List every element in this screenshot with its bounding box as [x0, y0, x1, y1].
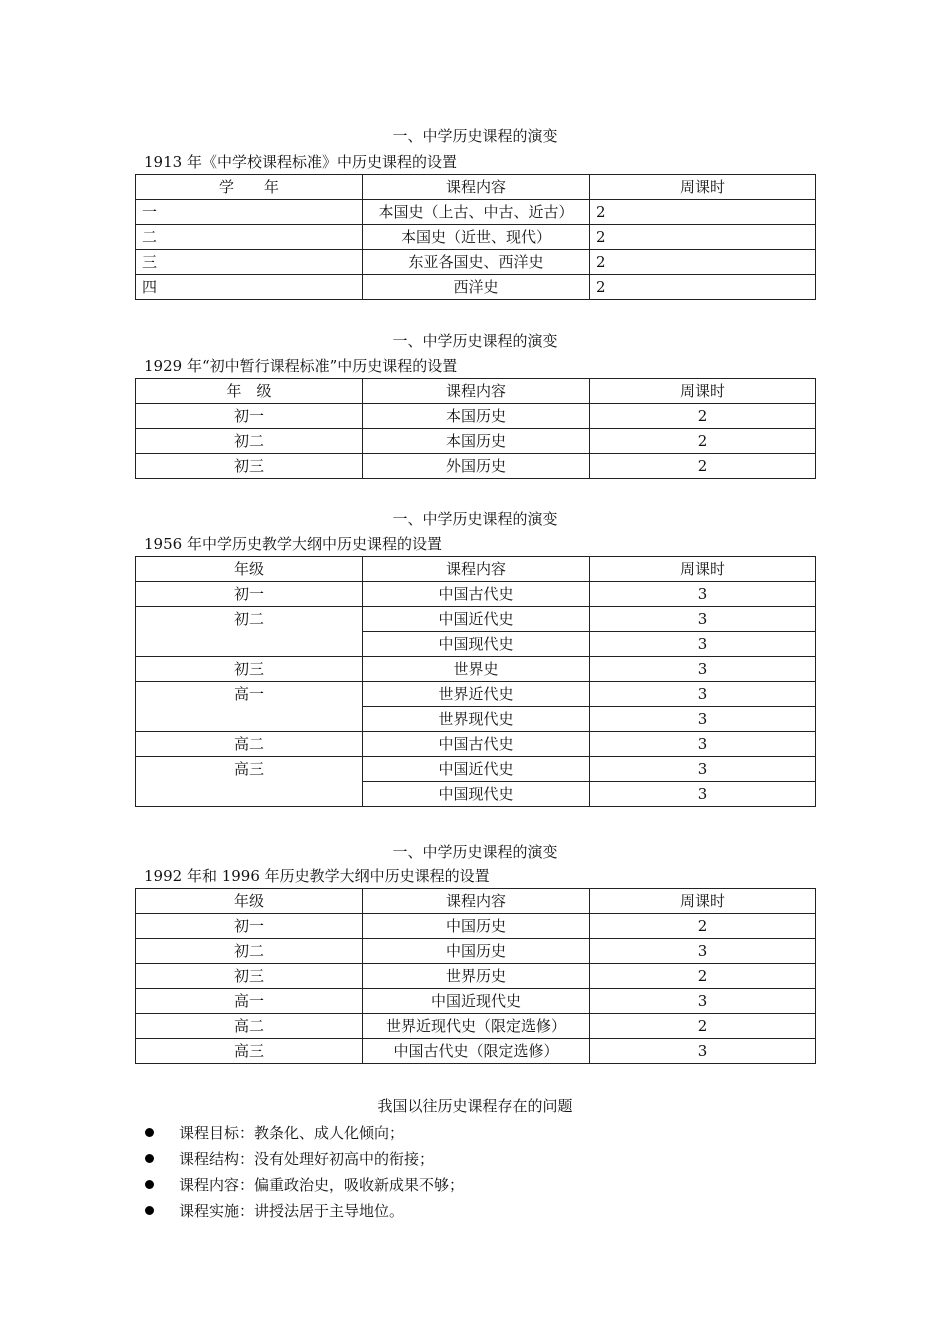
cell-hours: 2 [590, 225, 816, 250]
cell-grade: 初一 [136, 404, 363, 429]
table-header-row [136, 175, 816, 200]
cell-year: 四 [136, 275, 363, 300]
list-item [145, 1148, 464, 1174]
table-row [136, 429, 816, 454]
cell-content: 中国现代史 [363, 782, 590, 807]
cell-year: 三 [136, 250, 363, 275]
cell-content: 西洋史 [363, 275, 590, 300]
cell-hours: 2 [590, 404, 816, 429]
table-row [136, 939, 816, 964]
table-row [136, 250, 816, 275]
cell-grade: 初一 [136, 582, 363, 607]
list-item [145, 1200, 464, 1226]
table-1929 [135, 378, 816, 479]
bullet-icon [145, 1128, 154, 1137]
cell-content: 本国历史 [363, 429, 590, 454]
table-row [136, 582, 816, 607]
problem-text: 课程内容：偏重政治史，吸收新成果不够； [179, 1176, 465, 1194]
table-header-row [136, 889, 816, 914]
cell-hours: 2 [590, 964, 816, 989]
table-1913 [135, 174, 816, 300]
problem-text: 课程实施：讲授法居于主导地位。 [179, 1202, 405, 1220]
cell-hours: 3 [590, 632, 816, 657]
problem-text: 课程结构：没有处理好初高中的衔接； [179, 1150, 435, 1168]
cell-grade: 高一 [136, 989, 363, 1014]
table-row [136, 1039, 816, 1064]
cell-hours: 2 [590, 914, 816, 939]
table-header-row [136, 557, 816, 582]
section-3-title: 一、中学历史课程的演变 [392, 510, 558, 528]
table-1992-1996 [135, 888, 816, 1064]
table-header-row [136, 379, 816, 404]
header-hours: 周课时 [590, 889, 816, 914]
cell-hours: 3 [590, 1039, 816, 1064]
cell-year: 二 [136, 225, 363, 250]
header-content: 课程内容 [363, 379, 590, 404]
cell-content: 本国史（近世、现代） [363, 225, 590, 250]
problems-title: 我国以往历史课程存在的问题 [377, 1097, 573, 1115]
cell-content: 世界史 [363, 657, 590, 682]
cell-grade: 高三 [136, 757, 363, 807]
cell-hours: 3 [590, 707, 816, 732]
table-row [136, 225, 816, 250]
cell-grade: 初二 [136, 939, 363, 964]
cell-content: 中国近现代史 [363, 989, 590, 1014]
cell-content: 本国史（上古、中古、近古） [363, 200, 590, 225]
cell-content: 外国历史 [363, 454, 590, 479]
table-row [136, 914, 816, 939]
cell-hours: 3 [590, 782, 816, 807]
header-content: 课程内容 [363, 175, 590, 200]
list-item [145, 1122, 464, 1148]
table-row [136, 757, 816, 782]
cell-content: 中国古代史（限定选修） [363, 1039, 590, 1064]
table-row [136, 275, 816, 300]
cell-hours: 2 [590, 429, 816, 454]
cell-hours: 2 [590, 200, 816, 225]
cell-content: 世界现代史 [363, 707, 590, 732]
cell-hours: 3 [590, 682, 816, 707]
cell-grade: 初三 [136, 454, 363, 479]
cell-year: 一 [136, 200, 363, 225]
cell-hours: 3 [590, 607, 816, 632]
cell-hours: 2 [590, 250, 816, 275]
cell-hours: 2 [590, 1014, 816, 1039]
problems-list [145, 1122, 464, 1226]
table-1956 [135, 556, 816, 807]
section-1-caption: 1913 年《中学校课程标准》中历史课程的设置 [144, 153, 457, 171]
cell-content: 中国历史 [363, 939, 590, 964]
cell-hours: 2 [590, 275, 816, 300]
cell-content: 世界近现代史（限定选修） [363, 1014, 590, 1039]
header-grade: 年级 [136, 557, 363, 582]
header-grade: 年 级 [136, 379, 363, 404]
cell-grade: 高二 [136, 1014, 363, 1039]
table-row [136, 404, 816, 429]
cell-hours: 2 [590, 454, 816, 479]
table-row [136, 682, 816, 707]
cell-hours: 3 [590, 939, 816, 964]
header-content: 课程内容 [363, 889, 590, 914]
cell-content: 世界近代史 [363, 682, 590, 707]
cell-hours: 3 [590, 989, 816, 1014]
cell-content: 中国现代史 [363, 632, 590, 657]
cell-hours: 3 [590, 657, 816, 682]
cell-hours: 3 [590, 732, 816, 757]
cell-hours: 3 [590, 582, 816, 607]
header-content: 课程内容 [363, 557, 590, 582]
cell-grade: 初三 [136, 964, 363, 989]
cell-grade: 初二 [136, 429, 363, 454]
table-row [136, 200, 816, 225]
header-hours: 周课时 [590, 175, 816, 200]
cell-grade: 初三 [136, 657, 363, 682]
table-row [136, 964, 816, 989]
bullet-icon [145, 1180, 154, 1189]
bullet-icon [145, 1206, 154, 1215]
section-1-title: 一、中学历史课程的演变 [392, 127, 558, 145]
table-row [136, 454, 816, 479]
header-grade: 年级 [136, 889, 363, 914]
cell-content: 中国古代史 [363, 582, 590, 607]
table-row [136, 989, 816, 1014]
cell-grade: 高二 [136, 732, 363, 757]
header-year: 学 年 [136, 175, 363, 200]
list-item [145, 1174, 464, 1200]
cell-content: 中国历史 [363, 914, 590, 939]
cell-hours: 3 [590, 757, 816, 782]
cell-content: 中国近代史 [363, 757, 590, 782]
section-4-caption: 1992 年和 1996 年历史教学大纲中历史课程的设置 [144, 867, 490, 885]
section-4-title: 一、中学历史课程的演变 [392, 843, 558, 861]
bullet-icon [145, 1154, 154, 1163]
header-hours: 周课时 [590, 557, 816, 582]
cell-content: 中国近代史 [363, 607, 590, 632]
cell-grade: 高一 [136, 682, 363, 732]
cell-grade: 初二 [136, 607, 363, 657]
table-row [136, 1014, 816, 1039]
section-3-caption: 1956 年中学历史教学大纲中历史课程的设置 [144, 535, 442, 553]
table-row [136, 607, 816, 632]
cell-content: 本国历史 [363, 404, 590, 429]
cell-grade: 初一 [136, 914, 363, 939]
section-2-title: 一、中学历史课程的演变 [392, 332, 558, 350]
section-2-caption: 1929 年“初中暂行课程标准”中历史课程的设置 [144, 357, 458, 375]
problem-text: 课程目标：教条化、成人化倾向； [179, 1124, 405, 1142]
table-row [136, 732, 816, 757]
cell-content: 东亚各国史、西洋史 [363, 250, 590, 275]
cell-content: 中国古代史 [363, 732, 590, 757]
table-row [136, 657, 816, 682]
cell-grade: 高三 [136, 1039, 363, 1064]
header-hours: 周课时 [590, 379, 816, 404]
cell-content: 世界历史 [363, 964, 590, 989]
